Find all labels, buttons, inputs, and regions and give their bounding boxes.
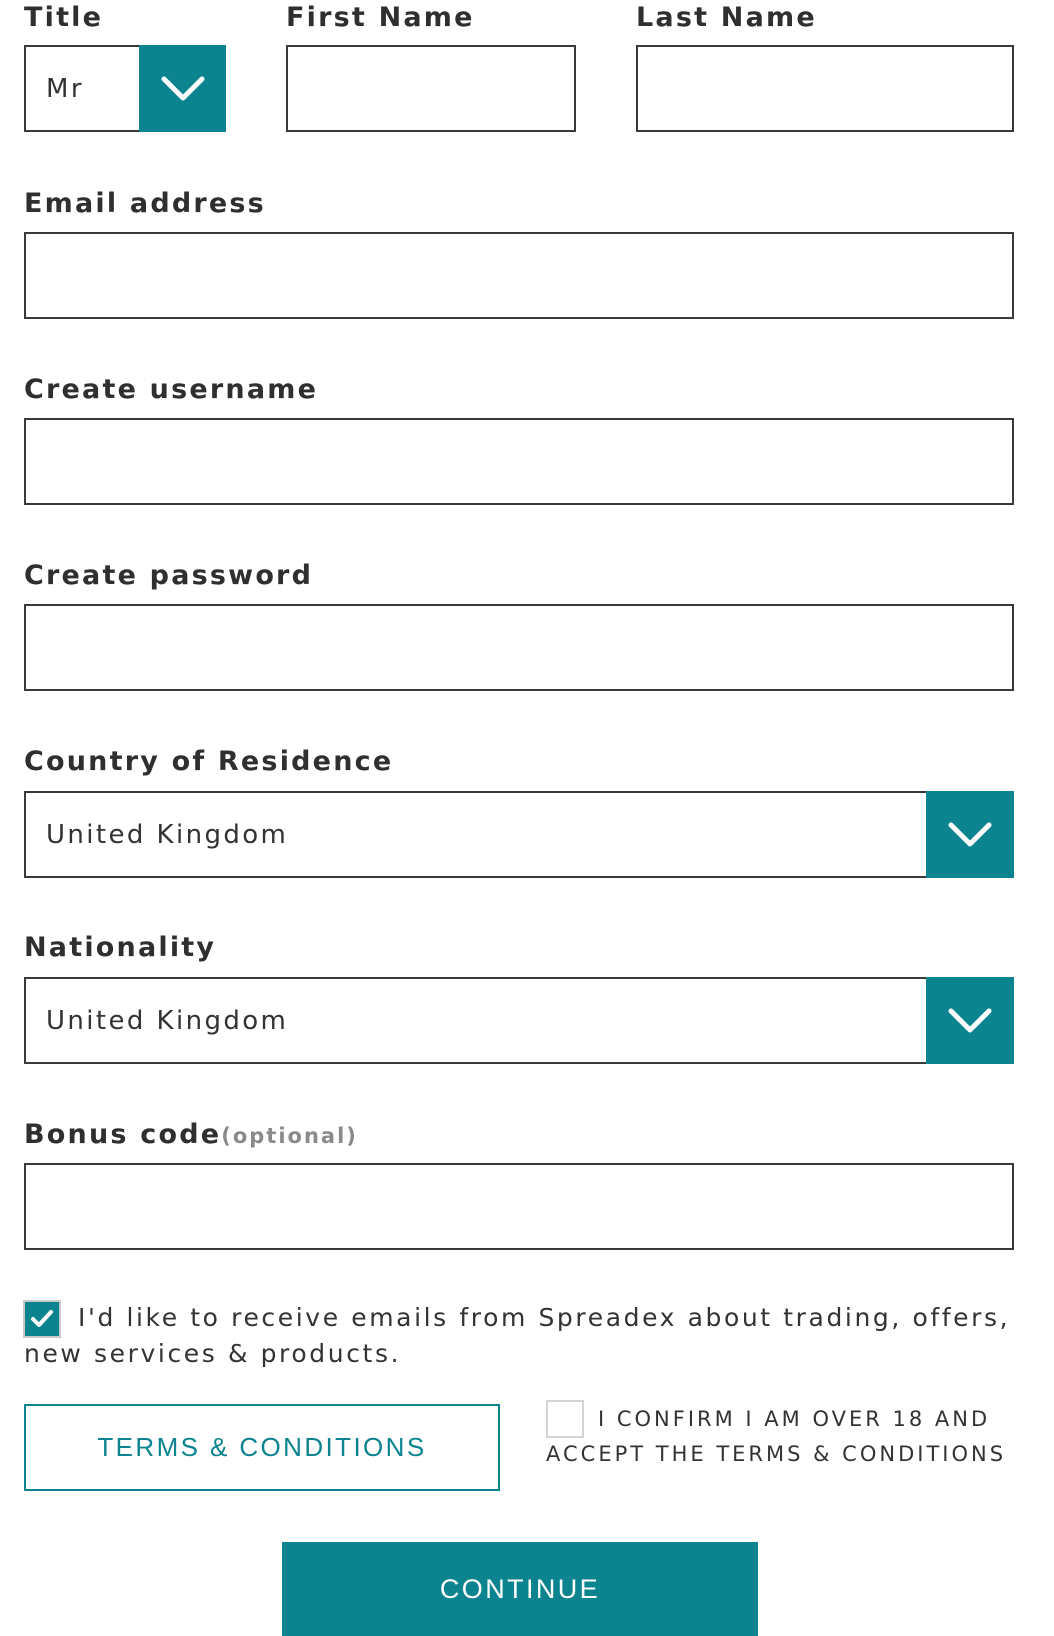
bonus-code-input[interactable] xyxy=(26,1165,1012,1248)
title-label: Title xyxy=(24,2,104,33)
country-label: Country of Residence xyxy=(24,746,394,777)
username-label: Create username xyxy=(24,374,319,405)
chevron-down-icon xyxy=(947,1007,993,1035)
marketing-consent-text: I'd like to receive emails from Spreadex about trading, offers, new services & products. xyxy=(24,1303,1011,1368)
terms-conditions-button[interactable]: TERMS & CONDITIONS xyxy=(24,1404,500,1491)
bonus-code-field[interactable] xyxy=(24,1163,1014,1250)
last-name-field[interactable] xyxy=(636,45,1014,132)
title-select-value: Mr xyxy=(46,73,84,104)
nationality-select-value: United Kingdom xyxy=(46,1005,289,1036)
email-input[interactable] xyxy=(26,234,1012,317)
country-dropdown-button[interactable] xyxy=(926,791,1014,878)
nationality-dropdown-button[interactable] xyxy=(926,977,1014,1064)
nationality-select[interactable] xyxy=(24,977,1014,1064)
first-name-label: First Name xyxy=(286,2,475,33)
optional-hint: (optional) xyxy=(221,1124,358,1148)
password-field[interactable] xyxy=(24,604,1014,691)
country-select-value: United Kingdom xyxy=(46,819,289,850)
bonus-code-label xyxy=(24,1120,358,1151)
chevron-down-icon xyxy=(160,75,206,103)
confirm-age-text: I CONFIRM I AM OVER 18 AND ACCEPT THE TERMS & CONDITIONS xyxy=(546,1407,1007,1466)
email-field[interactable] xyxy=(24,232,1014,319)
username-input[interactable] xyxy=(26,420,1012,503)
country-select[interactable] xyxy=(24,791,1014,878)
title-dropdown-button[interactable] xyxy=(139,45,226,132)
first-name-field[interactable] xyxy=(286,45,576,132)
email-label: Email address xyxy=(24,188,266,219)
chevron-down-icon xyxy=(947,821,993,849)
continue-button[interactable]: CONTINUE xyxy=(282,1542,758,1636)
last-name-label: Last Name xyxy=(636,2,817,33)
title-select[interactable] xyxy=(24,45,226,132)
password-label: Create password xyxy=(24,560,314,591)
first-name-input[interactable] xyxy=(288,47,574,130)
last-name-input[interactable] xyxy=(638,47,1012,130)
bonus-code-label-text: Bonus code xyxy=(24,1119,222,1150)
nationality-label: Nationality xyxy=(24,932,217,963)
password-input[interactable] xyxy=(26,606,1012,689)
username-field[interactable] xyxy=(24,418,1014,505)
